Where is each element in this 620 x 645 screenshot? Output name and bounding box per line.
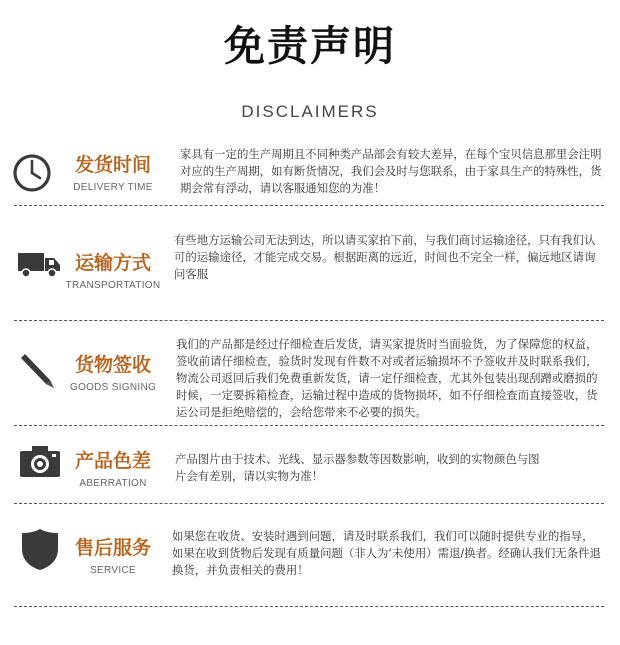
section-text: 产品图片由于技术、光线、显示器参数等因数影响，收到的实物颜色与图片会有差别，请以实物为准！ (175, 452, 540, 483)
truck-icon (18, 243, 62, 283)
section-title: 发货时间 (74, 154, 151, 176)
divider (14, 320, 604, 321)
section-subtitle: TRANSPORTATION (65, 280, 161, 291)
section-text: 如果您在收货、安装时遇到问题，请及时联系我们，我们可以随时提供专业的指导，如果在收到货物后发现有质量问题（非人为‘未使用）需退/换者。经确认我们无条件退换货，并负责相关的费用！ (172, 529, 601, 577)
section-title: 货物签收 (74, 354, 151, 376)
clock-icon (12, 153, 52, 193)
section-text: 有些地方运输公司无法到达，所以请买家拍下前，与我们商讨运输途径，只有我们认可的运输途径，才能完成交易。根据距离的远近，时间也不完全一样，偏远地区请询问客服 (174, 233, 596, 281)
divider (14, 503, 604, 504)
divider (14, 606, 604, 607)
pen-icon (20, 350, 60, 390)
section-subtitle: DELIVERY TIME (73, 182, 153, 193)
section-label (58, 352, 168, 393)
section-text: 家具有一定的生产周期且不同种类产品部会有较大差异，在每个宝贝信息那里会注明对应的生产周期，如有断货情况，我们会及时与您联系，由于家具生产的特殊性，货期会常有浮动，请以客服通知您的为准！ (180, 147, 602, 195)
section-subtitle: SERVICE (90, 565, 136, 576)
divider (14, 425, 604, 426)
section-title: 售后服务 (74, 537, 151, 559)
section-title: 产品色差 (74, 450, 151, 472)
camera-icon (18, 443, 62, 483)
section-label (58, 448, 168, 489)
section-subtitle: GOODS SIGNING (69, 382, 157, 393)
section-label (58, 152, 168, 193)
section-subtitle: ABERRATION (79, 478, 147, 489)
section-label (58, 250, 168, 291)
section-text: 我们的产品都是经过仔细检查后发货，请买家提货时当面验货，为了保障您的权益，签收前请仔细检查，验货时发现有件数不对或者运输损坏不予签收并及时联系我们，物流公司返回后我们免费重新发货，请一定仔细检查，尤其外包装出现刮蹭或磨损的时候，一定要拆箱检查，运输过程中造成的货物损坏，如不仔细检查而直接签收，货运公司是拒绝赔偿的，会给您带来不必要的损失。 (176, 337, 598, 419)
section-label (58, 535, 168, 576)
page-title: 免责声明 (224, 22, 396, 70)
page-subtitle: DISCLAIMERS (241, 102, 379, 121)
section-title: 运输方式 (74, 252, 151, 274)
shield-icon (20, 527, 60, 571)
divider (14, 205, 604, 206)
